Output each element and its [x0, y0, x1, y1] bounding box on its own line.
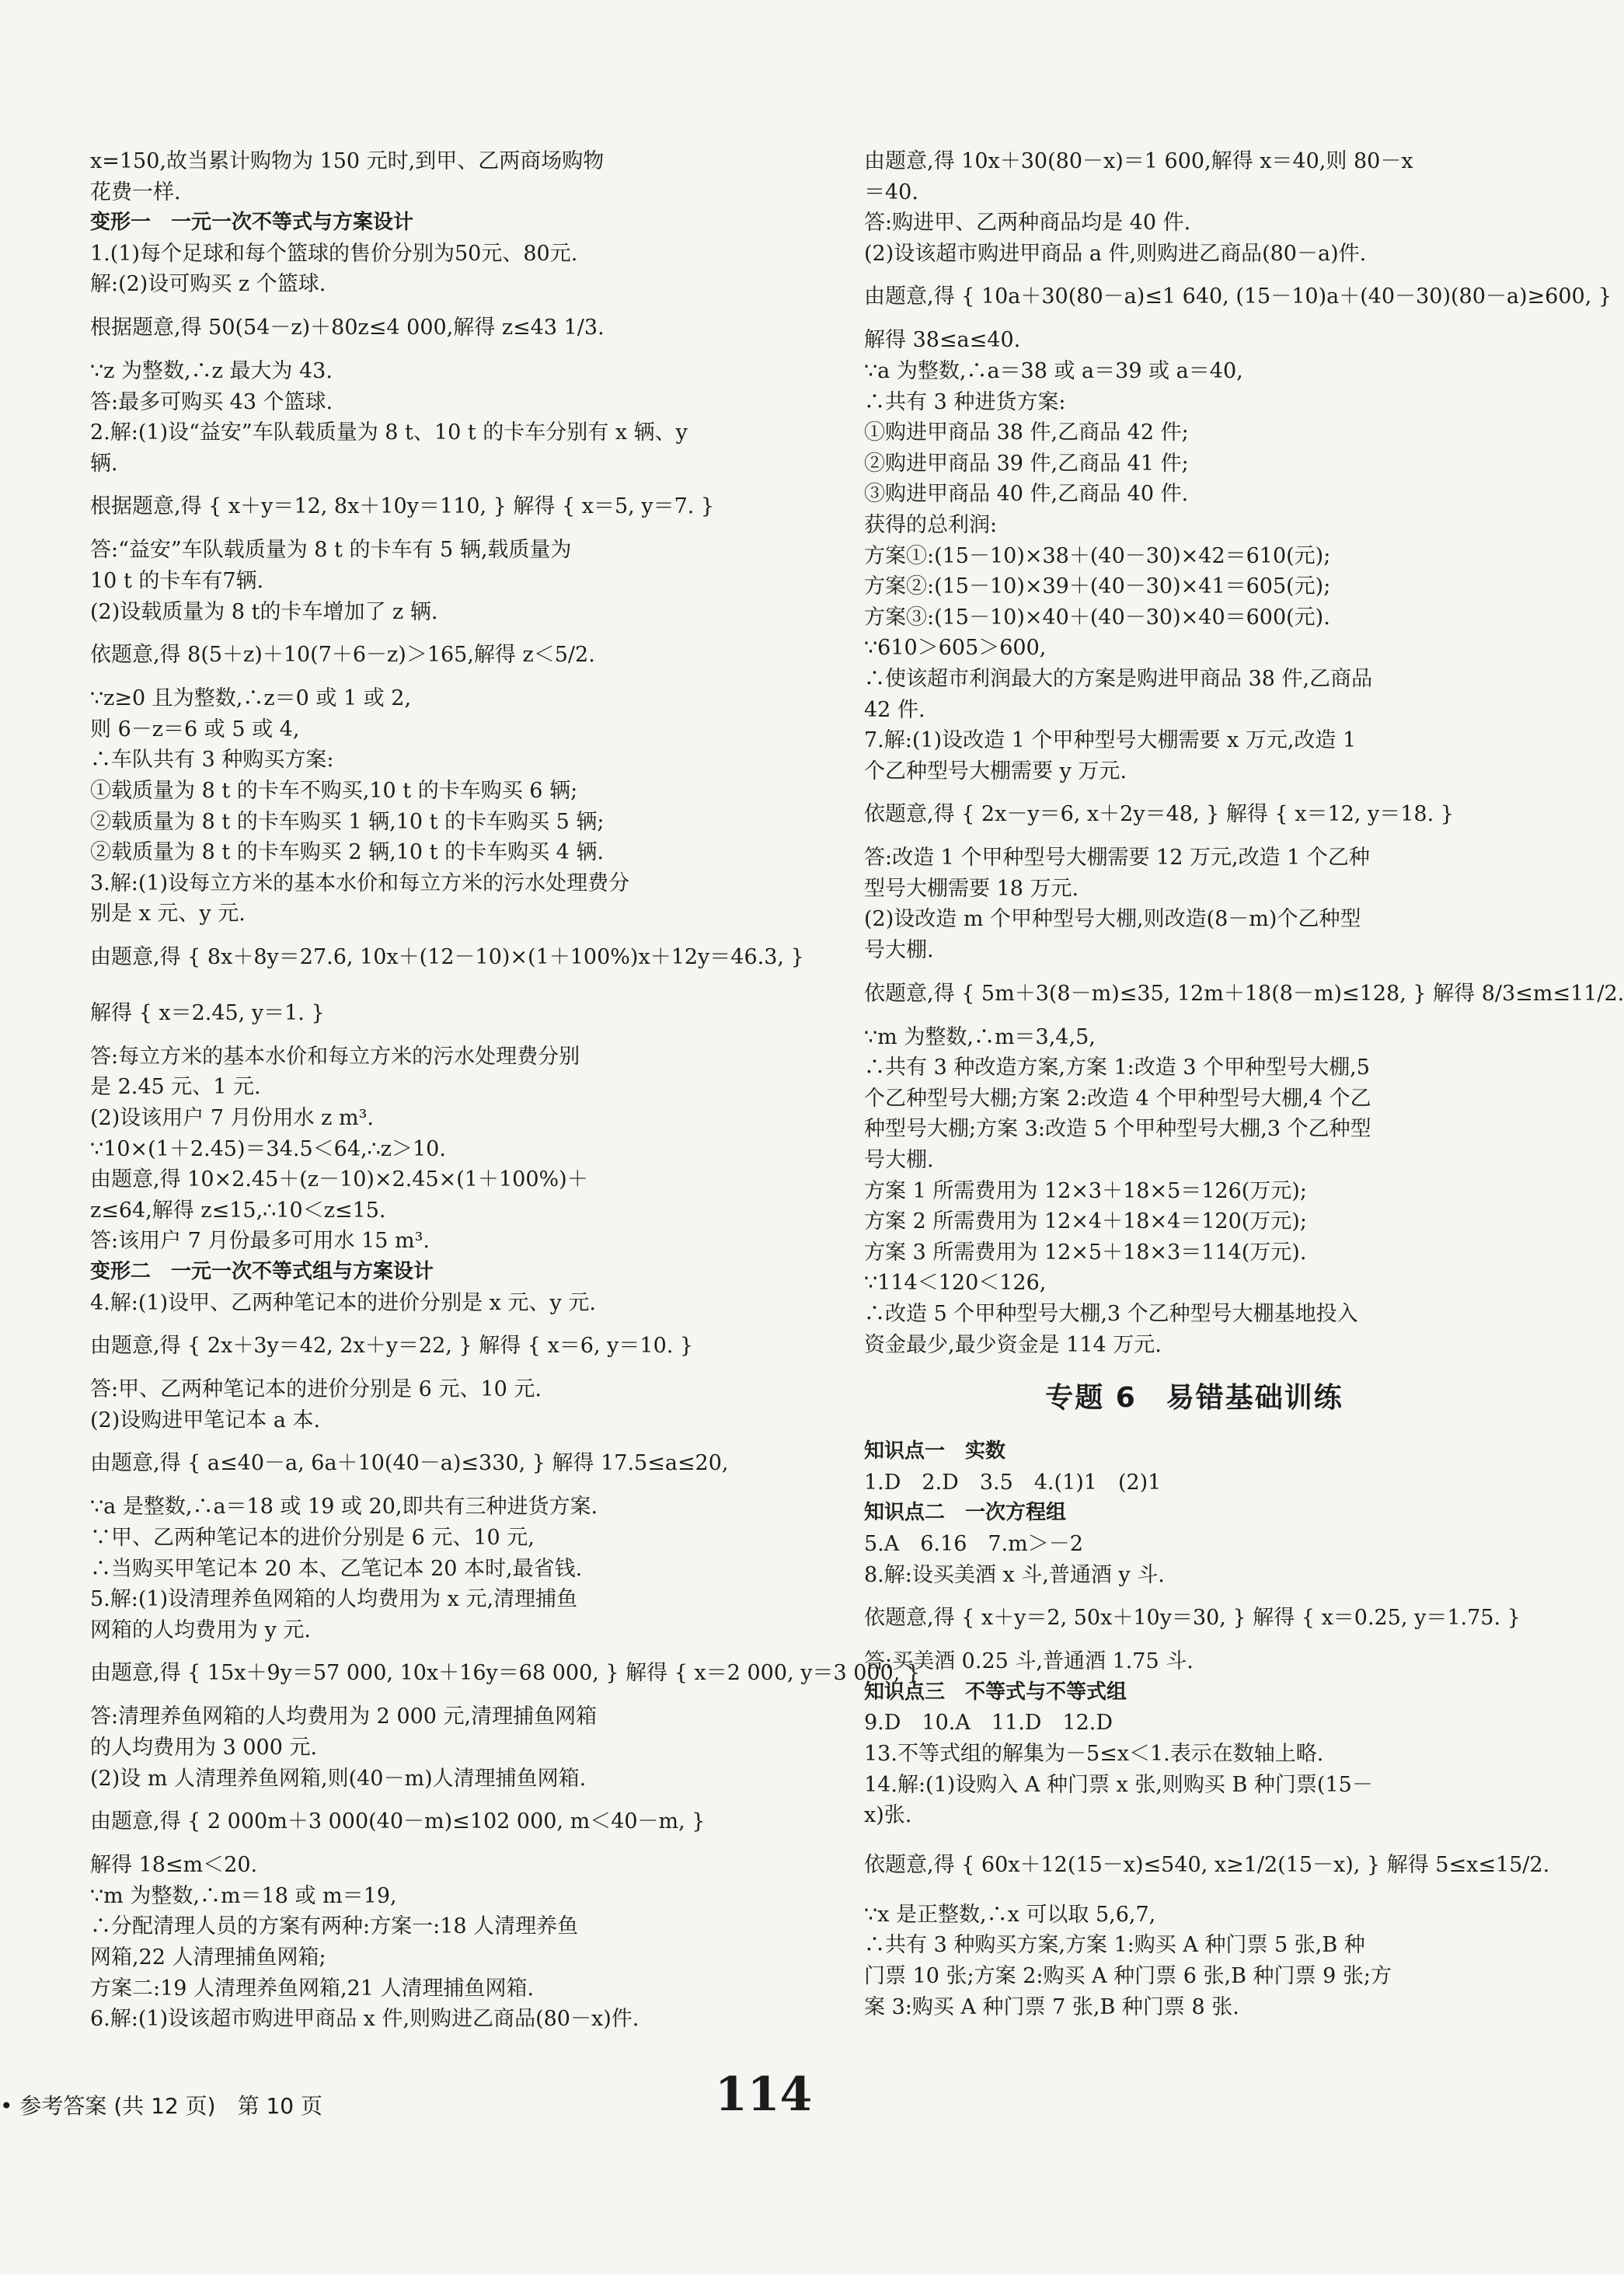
- text-line: 网箱,22 人清理捕鱼网箱;: [90, 1945, 326, 1970]
- text-line: 方案②:(15－10)×39＋(40－30)×41＝605(元);: [864, 574, 1331, 599]
- section-heading: 知识点二 一次方程组: [864, 1501, 1067, 1525]
- text-line: 型号大棚需要 18 万元.: [864, 876, 1079, 901]
- text-line: 个乙种型号大棚;方案 2:改造 4 个甲种型号大棚,4 个乙: [864, 1086, 1371, 1111]
- text-line: 5.解:(1)设清理养鱼网箱的人均费用为 x 元,清理捕鱼: [90, 1587, 578, 1612]
- text-line: 1.D 2.D 3.5 4.(1)1 (2)1: [864, 1470, 1162, 1495]
- equation-line: 由题意,得 { 2x＋3y＝42, 2x＋y＝22, } 解得 { x＝6, y＝10. }: [90, 1334, 694, 1359]
- text-line: 解得 38≤a≤40.: [864, 328, 1021, 353]
- text-line: ②购进甲商品 39 件,乙商品 41 件;: [864, 451, 1189, 476]
- text-line: 3.解:(1)设每立方米的基本水价和每立方米的污水处理费分: [90, 871, 630, 895]
- text-line: 由题意,得 10×2.45＋(z－10)×2.45×(1＋100%)＋: [90, 1167, 588, 1192]
- section-heading: 变形一 一元一次不等式与方案设计: [90, 211, 414, 235]
- text-line: 个乙种型号大棚需要 y 万元.: [864, 759, 1127, 783]
- text-line: 方案③:(15－10)×40＋(40－30)×40＝600(元).: [864, 605, 1330, 630]
- text-line: ∵x 是正整数,∴x 可以取 5,6,7,: [864, 1902, 1156, 1927]
- text-line: ①载质量为 8 t 的卡车不购买,10 t 的卡车购买 6 辆;: [90, 778, 578, 803]
- equation-line: 依题意,得 8(5＋z)＋10(7＋6－z)＞165,解得 z＜5/2.: [90, 643, 595, 668]
- text-line: ∵114＜120＜126,: [864, 1271, 1047, 1296]
- text-line: 的人均费用为 3 000 元.: [90, 1735, 318, 1760]
- equation-line: 依题意,得 { 5m＋3(8－m)≤35, 12m＋18(8－m)≤128, } 解得 8/3≤m≤11/2.: [864, 981, 1624, 1006]
- text-line: ∵10×(1＋2.45)＝34.5＜64,∴z＞10.: [90, 1136, 446, 1161]
- text-line: 答:最多可购买 43 个篮球.: [90, 389, 333, 414]
- text-line: ∴共有 3 种改造方案,方案 1:改造 3 个甲种型号大棚,5: [864, 1056, 1370, 1080]
- equation-line: 依题意,得 { 60x＋12(15－x)≤540, x≥1/2(15－x), } 解得 5≤x≤15/2.: [864, 1852, 1550, 1877]
- text-line: ③购进甲商品 40 件,乙商品 40 件.: [864, 482, 1189, 507]
- equation-line: 由题意,得 { 15x＋9y＝57 000, 10x＋16y＝68 000, } 解得 { x＝2 000, y＝3 000, }: [90, 1661, 921, 1686]
- text-line: ∵z≥0 且为整数,∴z＝0 或 1 或 2,: [90, 686, 412, 711]
- section-heading: 知识点三 不等式与不等式组: [864, 1680, 1127, 1704]
- equation-line: 解得 { x＝2.45, y＝1. }: [90, 1000, 325, 1025]
- section-heading: 变形二 一元一次不等式组与方案设计: [90, 1260, 434, 1284]
- text-line: ∵a 为整数,∴a＝38 或 a＝39 或 a＝40,: [864, 358, 1243, 383]
- equation-line: 依题意,得 { x＋y＝2, 50x＋10y＝30, } 解得 { x＝0.25, y＝1.75. }: [864, 1606, 1521, 1631]
- text-line: 花费一样.: [90, 180, 181, 204]
- text-line: ∴车队共有 3 种购买方案:: [90, 748, 334, 773]
- equation-line: 由题意,得 { 2 000m＋3 000(40－m)≤102 000, m＜40－m, }: [90, 1809, 706, 1834]
- text-line: ∵m 为整数,∴m＝3,4,5,: [864, 1024, 1096, 1049]
- text-line: 9.D 10.A 11.D 12.D: [864, 1711, 1113, 1736]
- text-line: ∵a 是整数,∴a＝18 或 19 或 20,即共有三种进货方案.: [90, 1495, 598, 1520]
- text-line: 案 3:购买 A 种门票 7 张,B 种门票 8 张.: [864, 1994, 1239, 2019]
- text-line: 号大棚.: [864, 1148, 934, 1173]
- right-column: [864, 146, 1624, 2022]
- text-line: x)张.: [864, 1803, 912, 1828]
- text-line: 方案二:19 人清理养鱼网箱,21 人清理捕鱼网箱.: [90, 1976, 535, 2001]
- text-line: 方案①:(15－10)×38＋(40－30)×42＝610(元);: [864, 543, 1331, 568]
- text-line: 1.(1)每个足球和每个篮球的售价分别为50元、80元.: [90, 241, 578, 266]
- text-line: 7.解:(1)设改造 1 个甲种型号大棚需要 x 万元,改造 1: [864, 728, 1357, 753]
- text-line: ①购进甲商品 38 件,乙商品 42 件;: [864, 420, 1189, 445]
- text-line: (2)设该超市购进甲商品 a 件,则购进乙商品(80－a)件.: [864, 241, 1367, 266]
- text-line: 42 件.: [864, 697, 925, 722]
- text-line: 方案 3 所需费用为 12×5＋18×3＝114(万元).: [864, 1240, 1307, 1265]
- equation-line: 根据题意,得 50(54－z)＋80z≤4 000,解得 z≤43 1/3.: [90, 315, 605, 340]
- text-line: 别是 x 元、y 元.: [90, 902, 246, 926]
- text-line: ∵m 为整数,∴m＝18 或 m＝19,: [90, 1883, 397, 1908]
- topic-title: 专题 6 易错基础训练: [1045, 1382, 1343, 1415]
- text-line: 辆.: [90, 451, 118, 476]
- equation-line: 由题意,得 { 8x＋8y＝27.6, 10x＋(12－10)×(1＋100%)x＋12y＝46.3, }: [90, 944, 804, 969]
- text-line: ∵甲、乙两种笔记本的进价分别是 6 元、10 元,: [90, 1526, 535, 1550]
- text-line: 答:该用户 7 月份最多可用水 15 m³.: [90, 1229, 430, 1254]
- text-line: 解:(2)设可购买 z 个篮球.: [90, 272, 326, 297]
- text-line: ∵610＞605＞600,: [864, 636, 1047, 661]
- equation-line: 根据题意,得 { x＋y＝12, 8x＋10y＝110, } 解得 { x＝5, y＝7. }: [90, 494, 715, 519]
- text-line: 答:改造 1 个甲种型号大棚需要 12 万元,改造 1 个乙种: [864, 846, 1370, 871]
- text-line: ②载质量为 8 t 的卡车购买 2 辆,10 t 的卡车购买 4 辆.: [90, 840, 604, 865]
- text-line: 2.解:(1)设“益安”车队载质量为 8 t、10 t 的卡车分别有 x 辆、y: [90, 420, 688, 445]
- text-line: 答:每立方米的基本水价和每立方米的污水处理费分别: [90, 1044, 580, 1069]
- text-line: 门票 10 张;方案 2:购买 A 种门票 6 张,B 种门票 9 张;方: [864, 1963, 1392, 1988]
- text-line: ②载质量为 8 t 的卡车购买 1 辆,10 t 的卡车购买 5 辆;: [90, 809, 605, 834]
- text-line: 5.A 6.16 7.m＞－2: [864, 1531, 1083, 1556]
- equation-line: 依题意,得 { 2x－y＝6, x＋2y＝48, } 解得 { x＝12, y＝18. }: [864, 802, 1454, 827]
- text-line: (2)设购进甲笔记本 a 本.: [90, 1408, 321, 1432]
- text-line: 获得的总利润:: [864, 512, 998, 537]
- text-line: 方案 1 所需费用为 12×3＋18×5＝126(万元);: [864, 1178, 1307, 1203]
- text-line: ∴使该超市利润最大的方案是购进甲商品 38 件,乙商品: [864, 666, 1373, 691]
- text-line: ∴改造 5 个甲种型号大棚,3 个乙种型号大棚基地投入: [864, 1302, 1358, 1326]
- text-line: 6.解:(1)设该超市购进甲商品 x 件,则购进乙商品(80－x)件.: [90, 2007, 639, 2032]
- text-line: ＝40.: [864, 180, 918, 204]
- text-line: 答:“益安”车队载质量为 8 t 的卡车有 5 辆,载质量为: [90, 538, 572, 563]
- text-line: 14.解:(1)设购入 A 种门票 x 张,则购买 B 种门票(15－: [864, 1772, 1373, 1797]
- text-line: 答:购进甲、乙两种商品均是 40 件.: [864, 211, 1191, 236]
- text-line: 是 2.45 元、1 元.: [90, 1075, 261, 1100]
- text-line: ∴共有 3 种进货方案:: [864, 389, 1066, 414]
- text-line: ∴共有 3 种购买方案,方案 1:购买 A 种门票 5 张,B 种: [864, 1933, 1365, 1958]
- page-number: 114: [715, 2067, 813, 2122]
- text-line: 由题意,得 10x＋30(80－x)＝1 600,解得 x＝40,则 80－x: [864, 149, 1413, 173]
- text-line: 答:清理养鱼网箱的人均费用为 2 000 元,清理捕鱼网箱: [90, 1705, 598, 1729]
- text-line: ∵z 为整数,∴z 最大为 43.: [90, 358, 333, 383]
- text-line: 4.解:(1)设甲、乙两种笔记本的进价分别是 x 元、y 元.: [90, 1290, 596, 1315]
- text-line: 8.解:设买美酒 x 斗,普通酒 y 斗.: [864, 1562, 1165, 1587]
- text-line: 方案 2 所需费用为 12×4＋18×4＝120(万元);: [864, 1209, 1307, 1234]
- text-line: 13.不等式组的解集为－5≤x＜1.表示在数轴上略.: [864, 1741, 1324, 1766]
- text-line: 则 6－z＝6 或 5 或 4,: [90, 717, 300, 741]
- text-line: ∴分配清理人员的方案有两种:方案一:18 人清理养鱼: [90, 1914, 579, 1939]
- text-line: 资金最少,最少资金是 114 万元.: [864, 1332, 1162, 1357]
- text-line: (2)设该用户 7 月份用水 z m³.: [90, 1106, 374, 1131]
- section-heading: 知识点一 实数: [864, 1439, 1006, 1464]
- text-line: z≤64,解得 z≤15,∴10＜z≤15.: [90, 1198, 386, 1223]
- footer-info: • 参考答案 (共 12 页) 第 10 页: [0, 2093, 323, 2119]
- text-line: 答:甲、乙两种笔记本的进价分别是 6 元、10 元.: [90, 1377, 542, 1402]
- text-line: (2)设载质量为 8 t的卡车增加了 z 辆.: [90, 599, 438, 624]
- text-line: 种型号大棚;方案 3:改造 5 个甲种型号大棚,3 个乙种型: [864, 1117, 1371, 1142]
- text-line: 号大棚.: [864, 938, 934, 963]
- equation-line: 由题意,得 { a≤40－a, 6a＋10(40－a)≤330, } 解得 17.5≤a≤20,: [90, 1451, 729, 1476]
- text-line: 答:买美酒 0.25 斗,普通酒 1.75 斗.: [864, 1649, 1194, 1674]
- text-line: 解得 18≤m＜20.: [90, 1853, 258, 1878]
- equation-line: 由题意,得 { 10a＋30(80－a)≤1 640, (15－10)a＋(40－30)(80－a)≥600, }: [864, 284, 1612, 309]
- text-line: ∴当购买甲笔记本 20 本、乙笔记本 20 本时,最省钱.: [90, 1556, 583, 1581]
- text-line: (2)设 m 人清理养鱼网箱,则(40－m)人清理捕鱼网箱.: [90, 1766, 587, 1791]
- text-line: 10 t 的卡车有7辆.: [90, 568, 264, 593]
- text-line: (2)设改造 m 个甲种型号大棚,则改造(8－m)个乙种型: [864, 907, 1361, 932]
- text-line: x=150,故当累计购物为 150 元时,到甲、乙两商场购物: [90, 149, 605, 173]
- text-line: 网箱的人均费用为 y 元.: [90, 1617, 312, 1642]
